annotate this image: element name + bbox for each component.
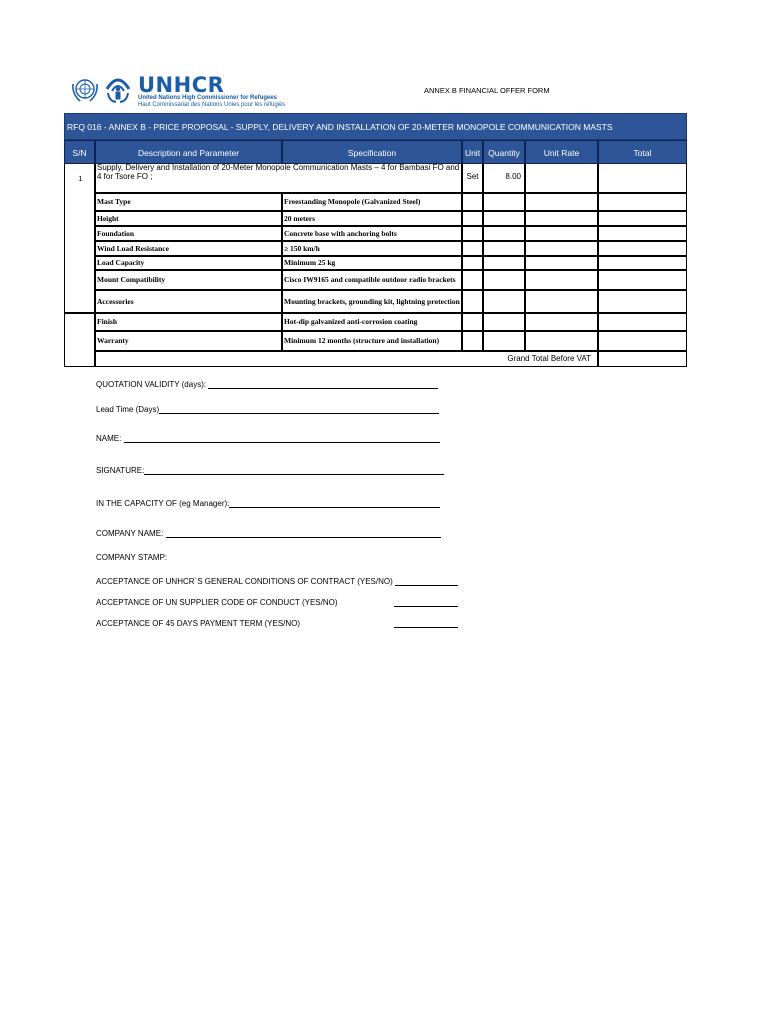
param-quantity-cell[interactable] [483, 270, 525, 290]
param-name-cell [95, 313, 282, 331]
param-unit-cell[interactable] [462, 331, 483, 351]
item-unit: Set [462, 164, 483, 193]
param-unit-rate-cell[interactable] [525, 313, 598, 331]
param-unit-cell[interactable] [462, 270, 483, 290]
table-banner: RFQ 016 - ANNEX B - PRICE PROPOSAL - SUPPLY, DELIVERY AND INSTALLATION OF 20-METER MONOPOLE COMMUNICATION MASTS [64, 113, 687, 140]
param-spec-cell [282, 193, 462, 211]
param-total-cell[interactable] [598, 241, 687, 256]
signature-label: SIGNATURE: [96, 466, 145, 475]
param-spec: Cisco IW9165 and compatible outdoor radio brackets [284, 275, 456, 284]
col-header-sn: S/N [64, 140, 95, 164]
company-stamp-field [96, 553, 167, 562]
param-unit-rate-cell[interactable] [525, 211, 598, 226]
param-spec: 20 meters [284, 213, 316, 223]
form-title: ANNEX B FINANCIAL OFFER FORM [424, 86, 550, 95]
col-header-total: Total [598, 140, 687, 164]
name-label: NAME: [96, 434, 122, 443]
sn-cell-lower [64, 313, 95, 367]
param-spec: Mounting brackets, grounding kit, lightning protection [284, 296, 460, 306]
param-quantity-cell[interactable] [483, 241, 525, 256]
param-unit-cell[interactable] [462, 290, 483, 313]
param-spec: Minimum 12 months (structure and installation) [284, 336, 440, 345]
item-quantity: 8.00 [483, 164, 525, 193]
param-name: Wind Load Resistance [97, 243, 169, 253]
code-of-conduct-label: ACCEPTANCE OF UN SUPPLIER CODE OF CONDUCT (YES/NO) [96, 598, 338, 607]
grand-total-label: Grand Total Before VAT [507, 354, 591, 363]
name-field[interactable] [96, 433, 440, 443]
param-total-cell[interactable] [598, 313, 687, 331]
param-total-cell[interactable] [598, 226, 687, 241]
un-emblem-icon [70, 76, 100, 104]
param-quantity-cell[interactable] [483, 313, 525, 331]
sn-value: 1 [78, 174, 83, 183]
col-header-unit: Unit [462, 140, 483, 164]
param-spec-cell [282, 313, 462, 331]
unhcr-emblem-icon [103, 75, 133, 105]
item-description: Supply, Delivery and Installation of 20-Meter Monopole Communication Masts – 4 for Bambasi FO and 4 for Tsore FO ; [95, 164, 462, 193]
param-name-cell [95, 226, 282, 241]
param-quantity-cell[interactable] [483, 211, 525, 226]
param-name: Foundation [97, 228, 135, 238]
item-total-input[interactable] [598, 164, 687, 193]
company-name-label: COMPANY NAME: [96, 529, 164, 538]
param-name-cell [95, 241, 282, 256]
param-spec-cell [282, 331, 462, 351]
unhcr-subtitle-en: United Nations High Commissioner for Refugees [138, 95, 278, 101]
param-name-cell [95, 270, 282, 290]
param-name-cell [95, 193, 282, 211]
col-header-specification: Specification [282, 140, 462, 164]
param-spec-cell [282, 226, 462, 241]
param-spec: Hot-dip galvanized anti-corrosion coating [284, 317, 418, 326]
param-spec-cell [282, 270, 462, 290]
company-stamp-label: COMPANY STAMP: [96, 553, 168, 562]
gcc-label: ACCEPTANCE OF UNHCR`S GENERAL CONDITIONS OF CONTRACT (YES/NO) [96, 577, 393, 586]
param-total-cell[interactable] [598, 211, 687, 226]
param-unit-cell[interactable] [462, 193, 483, 211]
unhcr-wordmark: UNHCR [138, 73, 225, 97]
param-name: Mast Type [97, 197, 131, 206]
capacity-field[interactable] [96, 498, 440, 508]
param-unit-cell[interactable] [462, 211, 483, 226]
param-unit-cell[interactable] [462, 241, 483, 256]
param-spec: Freestanding Monopole (Galvanized Steel) [284, 197, 421, 206]
param-unit-cell[interactable] [462, 256, 483, 270]
param-name-cell [95, 331, 282, 351]
payment-term-line [394, 618, 458, 628]
param-spec-cell [282, 211, 462, 226]
sn-cell [64, 164, 95, 313]
company-name-line [166, 528, 441, 538]
param-spec: Concrete base with anchoring bolts [284, 228, 397, 238]
param-quantity-cell[interactable] [483, 331, 525, 351]
validity-line [208, 379, 438, 389]
validity-field[interactable] [96, 379, 438, 389]
code-of-conduct-field[interactable] [96, 597, 458, 607]
gcc-field[interactable] [96, 576, 458, 586]
param-spec-cell [282, 241, 462, 256]
lead-time-field[interactable] [96, 404, 439, 414]
col-header-description: Description and Parameter [95, 140, 282, 164]
param-quantity-cell[interactable] [483, 290, 525, 313]
param-unit-rate-cell[interactable] [525, 256, 598, 270]
param-total-cell[interactable] [598, 193, 687, 211]
unhcr-subtitle-fr: Haut Commissariat des Nations Unies pour les réfugiés [138, 102, 286, 108]
payment-term-field[interactable] [96, 618, 458, 628]
param-spec-cell [282, 290, 462, 313]
param-quantity-cell[interactable] [483, 256, 525, 270]
param-total-cell[interactable] [598, 270, 687, 290]
lead-time-label: Lead Time (Days) [96, 405, 160, 414]
col-header-unit-rate: Unit Rate [525, 140, 598, 164]
param-name: Accessories [97, 296, 134, 306]
param-name-cell [95, 290, 282, 313]
company-name-field[interactable] [96, 528, 441, 538]
param-total-cell[interactable] [598, 331, 687, 351]
grand-total-input[interactable] [598, 351, 687, 367]
param-name-cell [95, 256, 282, 270]
grand-total-label-cell [95, 351, 598, 367]
code-of-conduct-line [394, 597, 458, 607]
payment-term-label: ACCEPTANCE OF 45 DAYS PAYMENT TERM (YES/NO) [96, 619, 301, 628]
param-total-cell[interactable] [598, 256, 687, 270]
lead-time-line [159, 404, 439, 414]
unhcr-logo [70, 74, 290, 108]
param-unit-cell[interactable] [462, 313, 483, 331]
param-name: Warranty [97, 336, 129, 345]
param-name-cell [95, 211, 282, 226]
name-line [124, 433, 440, 443]
param-name: Load Capacity [97, 258, 145, 267]
param-spec-cell [282, 256, 462, 270]
param-spec: ≥ 150 km/h [284, 243, 320, 253]
signature-line [144, 465, 444, 475]
param-unit-rate-cell[interactable] [525, 270, 598, 290]
param-spec: Minimum 25 kg [284, 258, 336, 267]
capacity-line [229, 498, 440, 508]
param-total-cell[interactable] [598, 290, 687, 313]
validity-label: QUOTATION VALIDITY (days): [96, 380, 207, 389]
param-unit-rate-cell[interactable] [525, 241, 598, 256]
gcc-line [395, 576, 458, 586]
param-unit-cell[interactable] [462, 226, 483, 241]
param-quantity-cell[interactable] [483, 226, 525, 241]
param-unit-rate-cell[interactable] [525, 290, 598, 313]
item-unit-rate-input[interactable] [525, 164, 598, 193]
param-quantity-cell[interactable] [483, 193, 525, 211]
param-unit-rate-cell[interactable] [525, 193, 598, 211]
col-header-quantity: Quantity [483, 140, 525, 164]
param-name: Mount Compatibility [97, 275, 166, 284]
param-unit-rate-cell[interactable] [525, 226, 598, 241]
signature-field[interactable] [96, 465, 444, 475]
param-name: Height [97, 213, 119, 223]
param-name: Finish [97, 317, 118, 326]
capacity-label: IN THE CAPACITY OF (eg Manager): [96, 499, 230, 508]
param-unit-rate-cell[interactable] [525, 331, 598, 351]
